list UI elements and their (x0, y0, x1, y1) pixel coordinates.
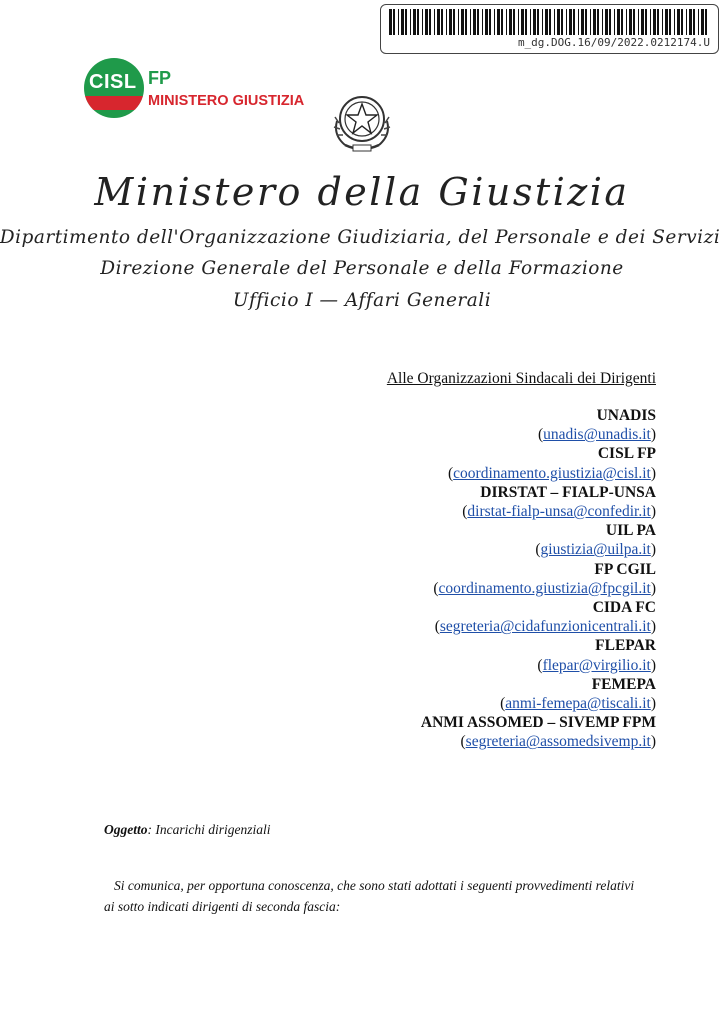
email-link[interactable]: dirstat-fialp-unsa@confedir.it (467, 503, 651, 521)
email-link[interactable]: giustizia@uilpa.it (540, 541, 651, 559)
office-line: Ufficio I — Affari Generali (232, 290, 492, 311)
subject-text: : Incarichi dirigenziali (147, 822, 271, 837)
subject-line (104, 822, 270, 838)
email-link[interactable]: segreteria@cidafunzionicentrali.it (439, 618, 651, 636)
email-link[interactable]: anmi-femepa@tiscali.it (505, 695, 651, 713)
recipient-email: (flepar@virgilio.it) (537, 656, 656, 674)
protocol-number: m_dg.DOG.16/09/2022.0212174.U (517, 36, 710, 49)
email-link[interactable]: unadis@unadis.it (543, 426, 651, 444)
recipients-title: Alle Organizzazioni Sindacali dei Dirigenti (386, 370, 656, 387)
body-text (104, 875, 644, 917)
recipient-email: (unadis@unadis.it) (537, 426, 656, 444)
department-line: Dipartimento dell'Organizzazione Giudiziaria, del Personale e dei Servizi (0, 227, 721, 248)
repubblica-italiana-emblem-icon (329, 87, 395, 155)
ministry-title: Ministero della Giustizia (94, 170, 630, 214)
recipients-list (236, 406, 656, 752)
cisl-logo-mark (84, 58, 144, 118)
email-link[interactable]: coordinamento.giustizia@cisl.it (453, 464, 651, 482)
recipient-name: CISL FP (597, 445, 656, 463)
logo-suffix: FP (148, 68, 172, 88)
cisl-fp-logo (84, 58, 316, 128)
recipient-name: FEMEPA (591, 675, 656, 693)
email-link[interactable]: coordinamento.giustizia@fpcgil.it (438, 579, 651, 597)
recipient-name: FP CGIL (594, 560, 656, 578)
body-line: ai sotto indicati dirigenti di seconda fascia: (104, 899, 341, 914)
subject-label: Oggetto (104, 822, 148, 837)
recipient-name: FLEPAR (595, 637, 656, 655)
direction-line: Direzione Generale del Personale e della Formazione (100, 258, 624, 279)
recipient-name: UNADIS (596, 407, 656, 424)
protocol-stamp (380, 4, 719, 54)
recipient-name: UIL PA (605, 522, 656, 540)
recipient-email: (coordinamento.giustizia@cisl.it) (448, 464, 656, 482)
recipient-email: (coordinamento.giustizia@fpcgil.it) (433, 579, 656, 597)
body-line: Si comunica, per opportuna conoscenza, che sono stati adottati i seguenti provvedimenti relativi (114, 878, 635, 893)
recipient-email: (segreteria@assomedsivemp.it) (460, 733, 656, 751)
logo-brand: CISL (89, 71, 137, 93)
recipient-name: DIRSTAT – FIALP-UNSA (480, 483, 656, 501)
recipient-name: CIDA FC (592, 599, 656, 617)
barcode (389, 9, 709, 35)
email-link[interactable]: flepar@virgilio.it (542, 656, 651, 674)
email-link[interactable]: segreteria@assomedsivemp.it (465, 733, 651, 751)
recipient-email: (segreteria@cidafunzionicentrali.it) (434, 618, 656, 636)
recipient-email: (dirstat-fialp-unsa@confedir.it) (462, 503, 656, 521)
recipient-name: ANMI ASSOMED – SIVEMP FPM (420, 714, 656, 732)
recipient-email: (giustizia@uilpa.it) (535, 541, 656, 559)
recipient-email: (anmi-femepa@tiscali.it) (500, 695, 656, 713)
logo-org: MINISTERO GIUSTIZIA (148, 93, 305, 109)
